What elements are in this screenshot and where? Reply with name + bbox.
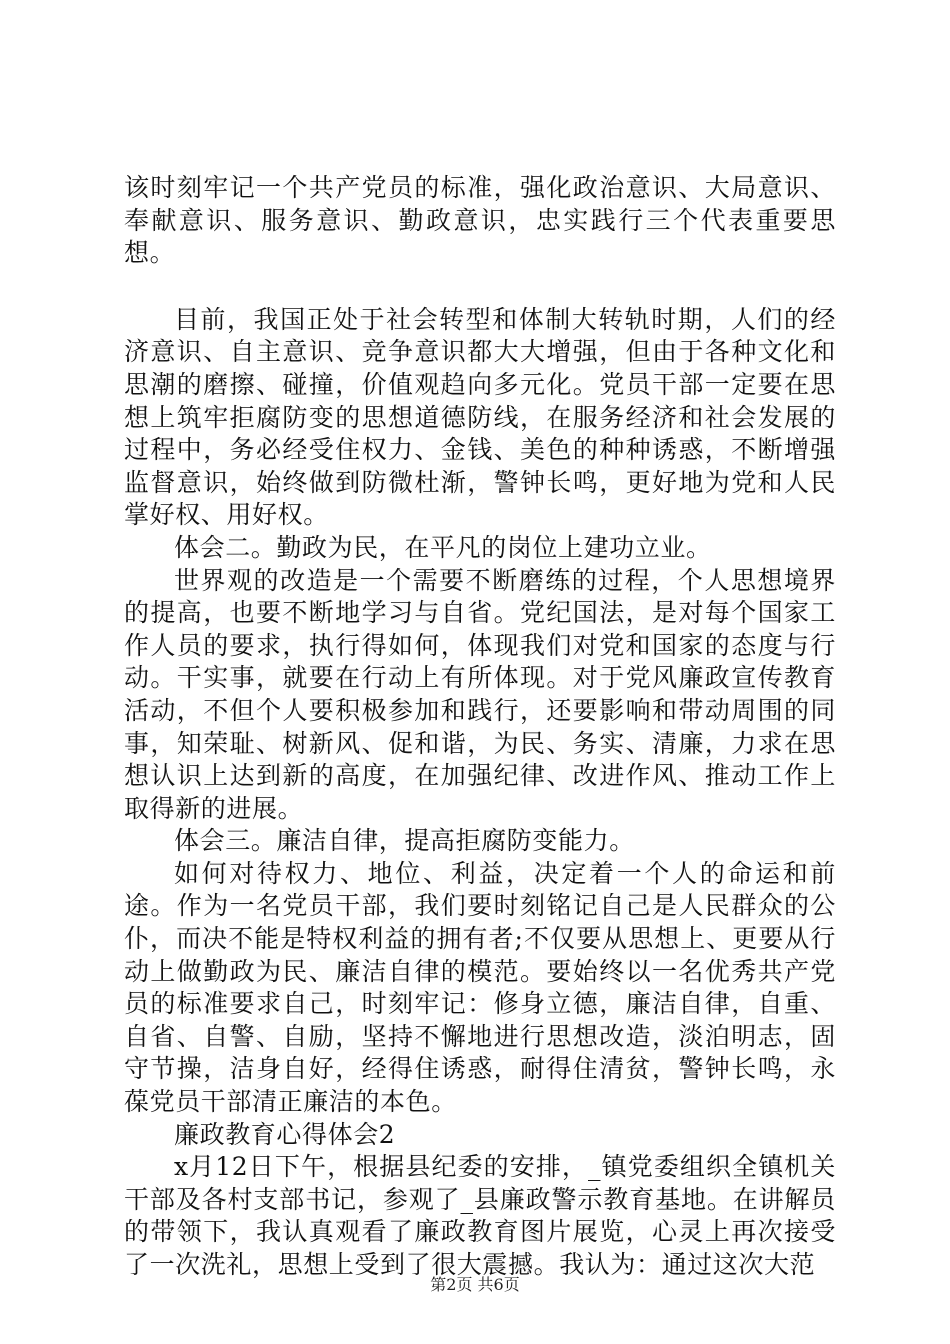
section-heading-3: 体会三。廉洁自律，提高拒腐防变能力。 bbox=[174, 826, 635, 856]
paragraph-2: 目前，我国正处于社会转型和体制大转轨时期，人们的经济意识、自主意识、竞争意识都大大增强，但由于各种文化和思潮的磨擦、碰撞，价值观趋向多元化。党员干部一定要在思想上筑牢拒腐防变的思想道德防线，在服务经济和社会发展的过程中，务必经受住权力、金钱、美色的种种诱惑，不断增强监督意识，始终做到防微杜渐，警钟长鸣，更好地为党和人民掌好权、用好权。 bbox=[124, 304, 836, 530]
document-body bbox=[124, 172, 836, 1282]
paragraph-4: 如何对待权力、地位、利益，决定着一个人的命运和前途。作为一名党员干部，我们要时刻铭记自己是人民群众的公仆，而决不能是特权利益的拥有者;不仅要从思想上、更要从行动上做勤政为民、廉洁自律的模范。要始终以一名优秀共产党员的标准要求自己，时刻牢记：修身立德，廉洁自律，自重、自省、自警、自励，坚持不懈地进行思想改造，淡泊明志，固守节操，洁身自好，经得住诱惑，耐得住清贫，警钟长鸣，永葆党员干部清正廉洁的本色。 bbox=[124, 858, 836, 1117]
section-heading-2: 体会二。勤政为民，在平凡的岗位上建功立业。 bbox=[174, 532, 712, 562]
paragraph-3: 世界观的改造是一个需要不断磨练的过程，个人思想境界的提高，也要不断地学习与自省。党纪国法，是对每个国家工作人员的要求，执行得如何，体现我们对党和国家的态度与行动。干实事，就要在行动上有所体现。对于党风廉政宣传教育活动，不但个人要积极参加和践行，还要影响和带动周围的同事，知荣耻、树新风、促和谐，为民、务实、清廉，力求在思想认识上达到新的高度，在加强纪律、改进作风、推动工作上取得新的进展。 bbox=[124, 565, 836, 823]
paragraph-5: x月12日下午，根据县纪委的安排，_镇党委组织全镇机关干部及各村支部书记，参观了_县廉政警示教育基地。在讲解员的带领下，我认真观看了廉政教育图片展览，心灵上再次接受了一次洗礼，思想上受到了很大震撼。我认为：通过这次大范 bbox=[124, 1152, 836, 1279]
page-number-footer: 第2页 共6页 bbox=[430, 1275, 520, 1294]
paragraph-1: 该时刻牢记一个共产党员的标准，强化政治意识、大局意识、奉献意识、服务意识、勤政意识，忠实践行三个代表重要思想。 bbox=[124, 173, 836, 268]
article-title-2: 廉政教育心得体会2 bbox=[174, 1119, 396, 1149]
